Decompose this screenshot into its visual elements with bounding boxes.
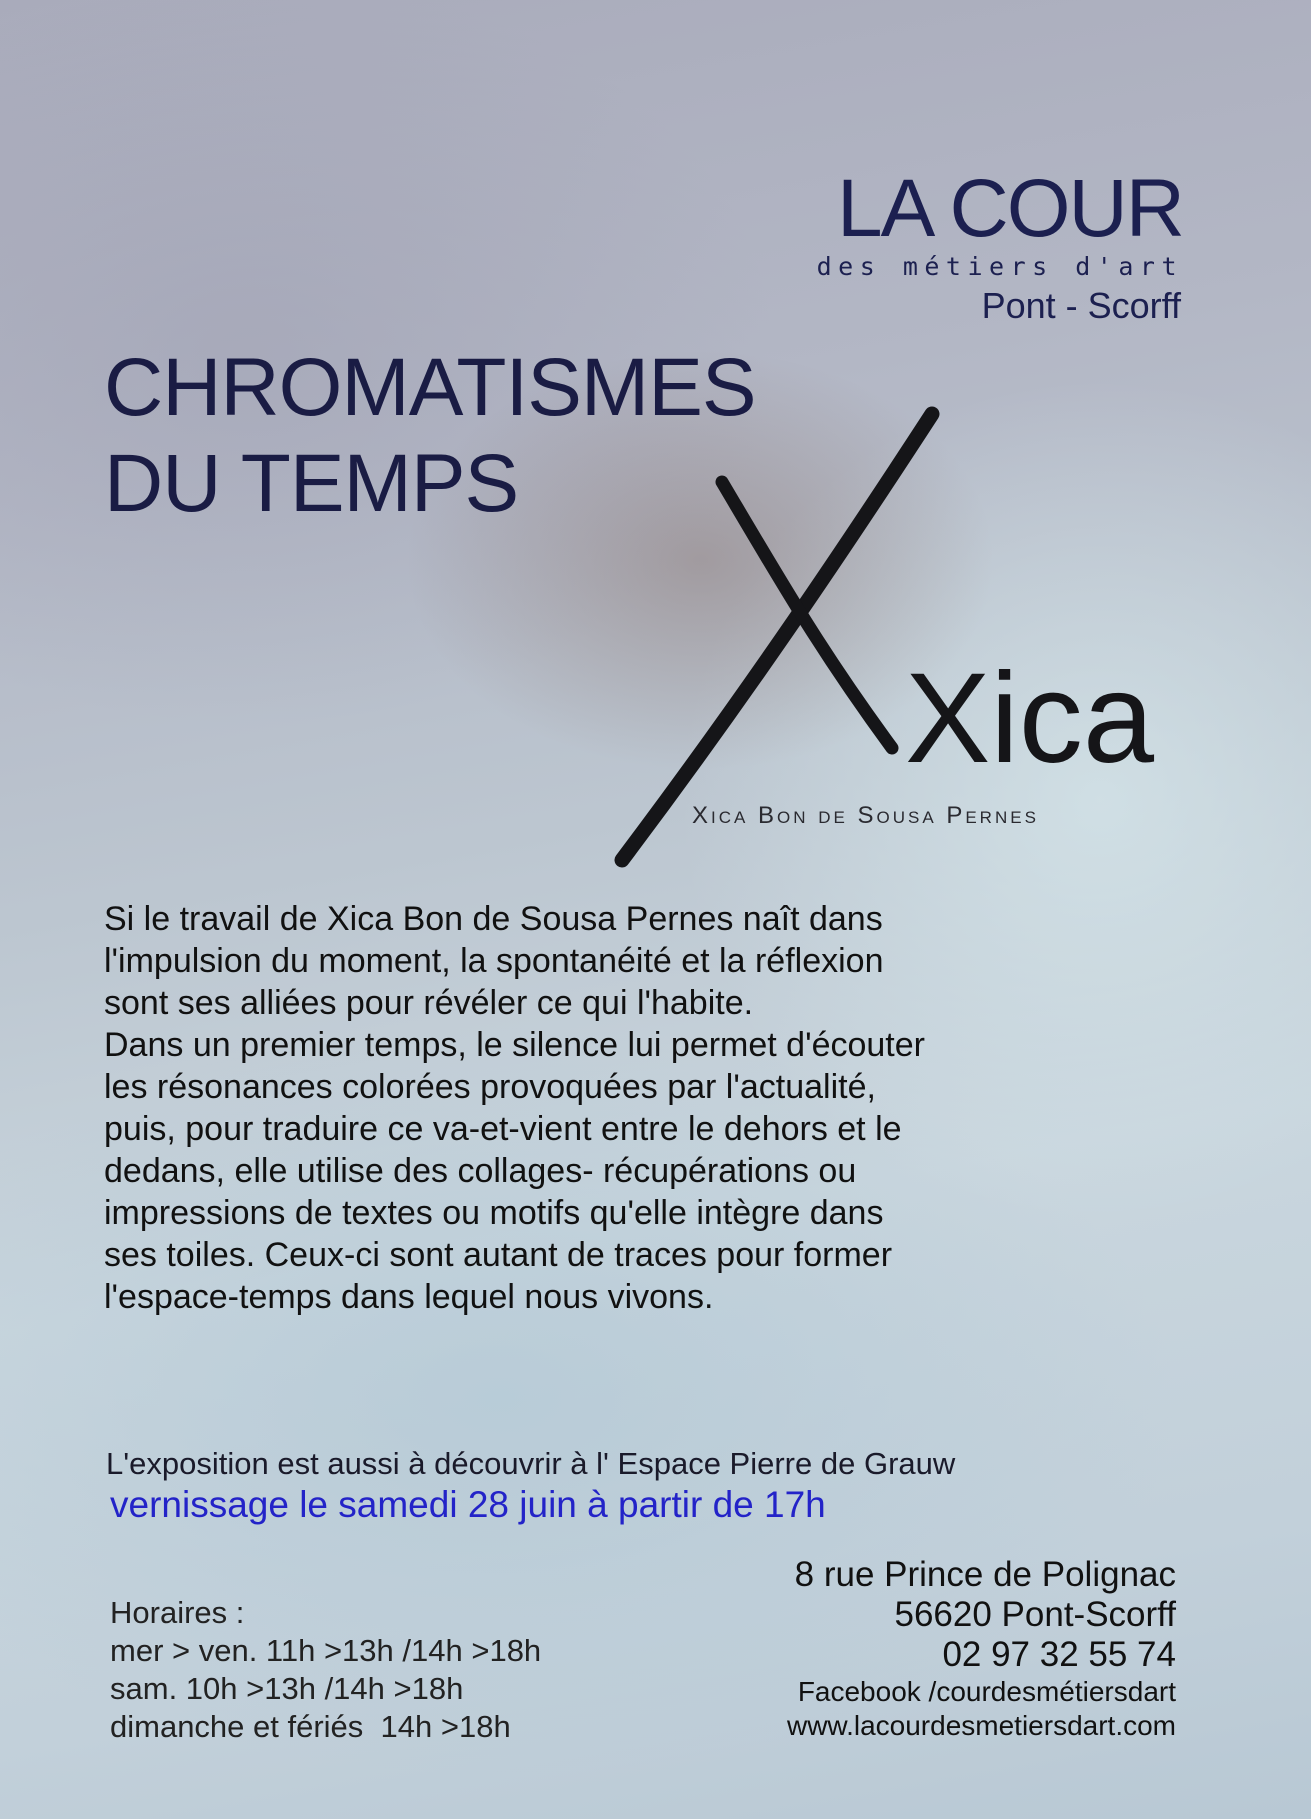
exhibition-title-line1: CHROMATISMES: [104, 342, 756, 433]
hours-line: mer > ven. 11h >13h /14h >18h: [110, 1633, 542, 1668]
exhibition-title-line2: DU TEMPS: [104, 438, 519, 529]
description-paragraph-2: Dans un premier temps, le silence lui permet d'écouter les résonances colorées provoquées par l'actualité, puis, pour traduire ce va-et-vient entre le dehors et le dedans, elle utilise des collages- récupérations ou impressions de textes ou motifs qu'elle intègre dans ses toiles. Ceux-ci sont autant de traces pour former l'espace-temps dans lequel nous vivons.: [104, 1026, 925, 1316]
xica-logo-text: Xica: [905, 647, 1154, 790]
website-url: www.lacourdesmetiersdart.com: [786, 1710, 1176, 1741]
vernissage-line: vernissage le samedi 28 juin à partir de 17h: [110, 1484, 826, 1525]
venue-location: Pont - Scorff: [981, 285, 1181, 326]
hours-line: sam. 10h >13h /14h >18h: [110, 1671, 464, 1706]
phone-number: 02 97 32 55 74: [942, 1635, 1176, 1674]
hours-label: Horaires :: [110, 1595, 245, 1630]
address-city: 56620 Pont-Scorff: [894, 1595, 1176, 1634]
opening-hours: [110, 1594, 541, 1746]
hours-line: dimanche et fériés 14h >18h: [110, 1709, 511, 1744]
description-paragraph-1: Si le travail de Xica Bon de Sousa Pernes naît dans l'impulsion du moment, la spontanéité et la réflexion sont ses alliées pour révéler ce qui l'habite.: [104, 900, 884, 1022]
artist-full-name: Xica Bon de Sousa Pernes: [692, 802, 1039, 829]
venue-subtitle: des métiers d'art: [816, 252, 1183, 281]
also-exhibited-line: L'exposition est aussi à découvrir à l' Espace Pierre de Grauw: [106, 1446, 956, 1481]
facebook-handle: Facebook /courdesmétiersdart: [797, 1676, 1176, 1707]
contact-block: [787, 1555, 1176, 1743]
exhibition-description: [104, 898, 934, 1318]
venue-name: LA COUR: [837, 163, 1183, 254]
address-street: 8 rue Prince de Polignac: [794, 1555, 1176, 1594]
